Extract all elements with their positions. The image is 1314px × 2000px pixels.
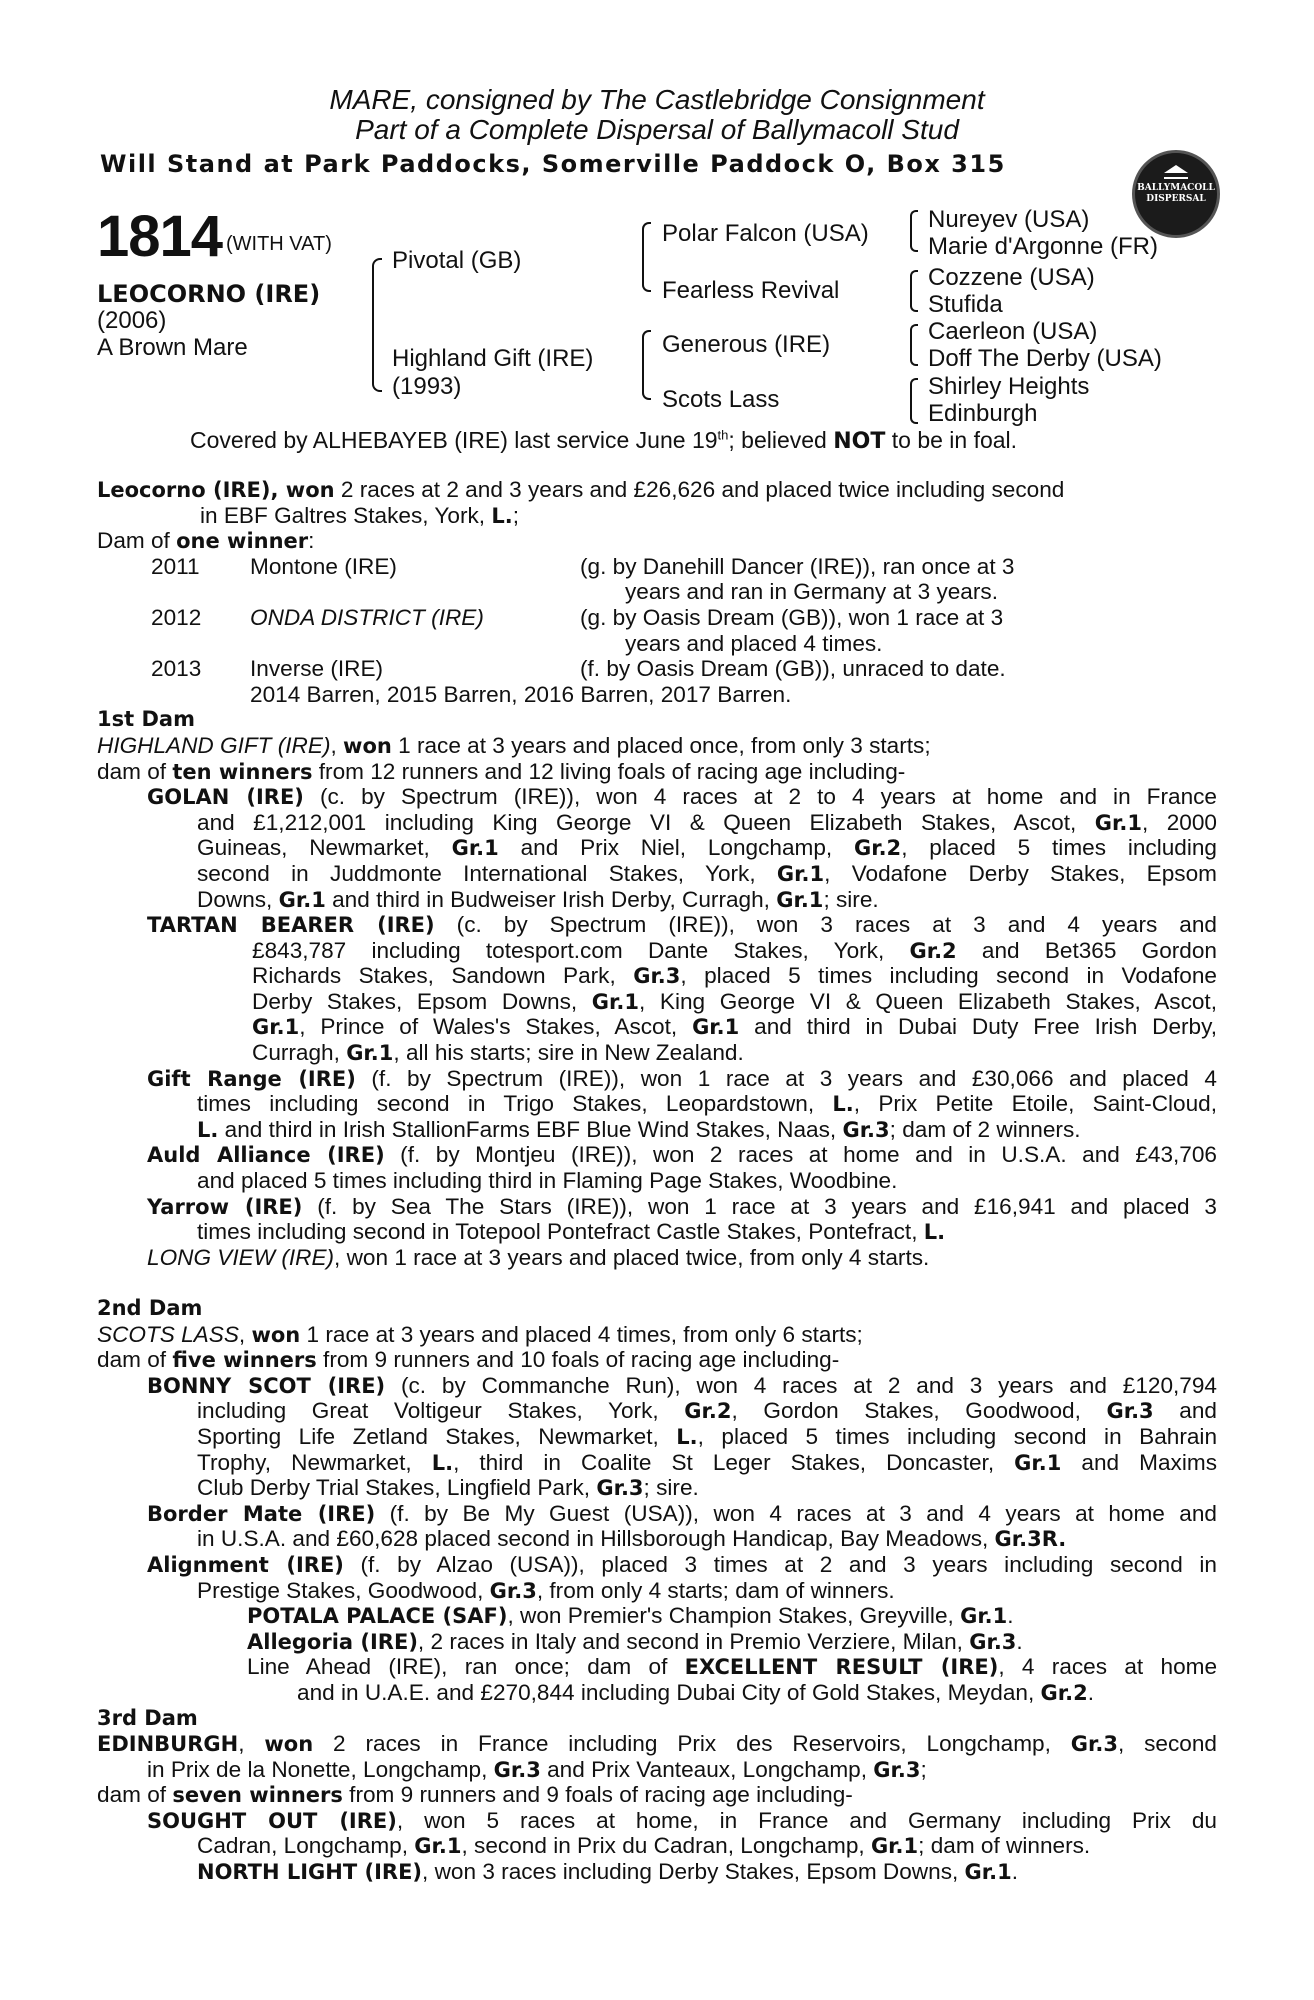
- progeny-tartan-cont: £843,787 including totesport.com Dante Stakes, York, Gr.2 and Bet365 Gordon: [252, 937, 1217, 963]
- dam-dam: Scots Lass: [662, 386, 780, 413]
- dam-year: (1993): [392, 373, 462, 400]
- barren-years: 2014 Barren, 2015 Barren, 2016 Barren, 2017 Barren.: [250, 681, 792, 707]
- progeny-gift-range-cont: times including second in Trigo Stakes, Leopardstown, L., Prix Petite Etoile, Saint-Cloud,: [197, 1091, 1217, 1117]
- brace-gg-2: [910, 270, 918, 312]
- brace-gg-1: [910, 210, 918, 252]
- progeny-golan-cont: second in Juddmonte International Stakes, York, Gr.1, Vodafone Derby Stakes, Epsom: [197, 860, 1217, 886]
- horse-description: A Brown Mare: [97, 334, 248, 361]
- progeny-auld-alliance: Auld Alliance (IRE) (f. by Montjeu (IRE)), won 2 races at home and in U.S.A. and £43,706: [147, 1142, 1217, 1168]
- sire-dam-dam: Stufida: [928, 291, 1003, 318]
- progeny-bonny-scot-cont: Trophy, Newmarket, L., third in Coalite St Leger Stakes, Doncaster, Gr.1 and Maxims: [197, 1449, 1217, 1475]
- progeny-tartan-cont: Curragh, Gr.1, all his starts; sire in New Zealand.: [252, 1040, 744, 1066]
- third-dam-heading: 3rd Dam: [97, 1705, 198, 1730]
- progeny-golan: GOLAN (IRE) (c. by Spectrum (IRE)), won 4 races at 2 to 4 years at home and in France: [147, 784, 1217, 810]
- grand-progeny-potala-palace: POTALA PALACE (SAF), won Premier's Champion Stakes, Greyville, Gr.1.: [247, 1603, 1014, 1629]
- progeny-yarrow-cont: times including second in Totepool Pontefract Castle Stakes, Pontefract, L.: [197, 1219, 946, 1245]
- produce-row: 2012 ONDA DISTRICT (IRE) (g. by Oasis Dream (GB)), won 1 race at 3: [151, 604, 1004, 630]
- progeny-sought-out: SOUGHT OUT (IRE), won 5 races at home, in France and Germany including Prix du: [147, 1807, 1217, 1833]
- produce-row: 2011 Montone (IRE) (g. by Danehill Dancer (IRE)), ran once at 3: [151, 553, 1015, 579]
- progeny-golan-cont: Downs, Gr.1 and third in Budweiser Irish Derby, Curragh, Gr.1; sire.: [197, 886, 879, 912]
- progeny-gift-range-cont: L. and third in Irish StallionFarms EBF Blue Wind Stakes, Naas, Gr.3; dam of 2 winners.: [197, 1116, 1081, 1142]
- progeny-golan-cont: Guineas, Newmarket, Gr.1 and Prix Niel, Longchamp, Gr.2, placed 5 times including: [197, 835, 1217, 861]
- dam-dam-sire: Shirley Heights: [928, 373, 1090, 400]
- sire-sire: Polar Falcon (USA): [662, 220, 869, 247]
- dam-sire-dam: Doff The Derby (USA): [928, 345, 1162, 372]
- progeny-tartan-cont: Richards Stakes, Sandown Park, Gr.3, placed 5 times including second in Vodafone: [252, 963, 1217, 989]
- brace-gg-4: [910, 378, 918, 424]
- logo-text-2: DISPERSAL: [1146, 194, 1206, 204]
- progeny-long-view: LONG VIEW (IRE), won 1 race at 3 years and placed twice, from only 4 starts.: [147, 1244, 930, 1270]
- progeny-golan-cont: and £1,212,001 including King George VI & Queen Elizabeth Stakes, Ascot, Gr.1, 2000: [197, 809, 1217, 835]
- foaling-year: (2006): [97, 307, 167, 334]
- progeny-bonny-scot-cont: Sporting Life Zetland Stakes, Newmarket, L., placed 5 times including second in Bahrain: [197, 1423, 1217, 1449]
- dam-of-line: Dam of one winner:: [97, 528, 315, 554]
- second-dam-heading: 2nd Dam: [97, 1296, 203, 1320]
- progeny-yarrow: Yarrow (IRE) (f. by Sea The Stars (IRE)), won 1 race at 3 years and £16,941 and placed 3: [147, 1193, 1217, 1219]
- progeny-bonny-scot-cont: Club Derby Trial Stakes, Lingfield Park, Gr.3; sire.: [197, 1475, 699, 1501]
- covering-note: Covered by ALHEBAYEB (IRE) last service June 19th; believed NOT to be in foal.: [190, 427, 1018, 454]
- brace-gg-3: [910, 324, 918, 366]
- brace-sire-parents: [642, 222, 651, 292]
- progeny-tartan-cont: Derby Stakes, Epsom Downs, Gr.1, King George VI & Queen Elizabeth Stakes, Ascot,: [252, 988, 1217, 1014]
- first-dam-line: dam of ten winners from 12 runners and 12 living foals of racing age including-: [97, 758, 906, 784]
- progeny-border-mate-cont: in U.S.A. and £60,628 placed second in Hillsborough Handicap, Bay Meadows, Gr.3R.: [197, 1526, 1067, 1552]
- second-dam-line: dam of five winners from 9 runners and 10 foals of racing age including-: [97, 1347, 840, 1373]
- horse-name: LEOCORNO (IRE): [97, 280, 321, 308]
- lot-number: 1814: [97, 204, 223, 269]
- dam: Highland Gift (IRE): [392, 345, 594, 372]
- progeny-bonny-scot-cont: including Great Voltigeur Stakes, York, Gr.2, Gordon Stakes, Goodwood, Gr.3 and: [197, 1398, 1217, 1424]
- grand-progeny-allegoria: Allegoria (IRE), 2 races in Italy and second in Premio Verziere, Milan, Gr.3.: [247, 1628, 1023, 1654]
- progeny-tartan-cont: Gr.1, Prince of Wales's Stakes, Ascot, Gr.1 and third in Dubai Duty Free Irish Derby,: [252, 1014, 1217, 1040]
- produce-row-cont: years and ran in Germany at 3 years.: [625, 579, 998, 605]
- sire-dam: Fearless Revival: [662, 277, 840, 304]
- progeny-gift-range: Gift Range (IRE) (f. by Spectrum (IRE)), won 1 race at 3 years and £30,066 and placed 4: [147, 1065, 1217, 1091]
- sire: Pivotal (GB): [392, 247, 522, 274]
- progeny-sought-out-cont: Cadran, Longchamp, Gr.1, second in Prix du Cadran, Longchamp, Gr.1; dam of winners.: [197, 1833, 1091, 1859]
- logo-text-1: BALLYMACOLL: [1137, 183, 1215, 193]
- progeny-alignment: Alignment (IRE) (f. by Alzao (USA)), placed 3 times at 2 and 3 years including second in: [147, 1551, 1217, 1577]
- progeny-auld-alliance-cont: and placed 5 times including third in Flaming Page Stakes, Woodbine.: [197, 1168, 898, 1194]
- progeny-tartan-bearer: TARTAN BEARER (IRE) (c. by Spectrum (IRE)), won 3 races at 3 and 4 years and: [147, 912, 1217, 938]
- dam-sire: Generous (IRE): [662, 331, 831, 358]
- consignor-line: MARE, consigned by The Castlebridge Consignment: [329, 84, 985, 115]
- sire-sire-sire: Nureyev (USA): [928, 206, 1090, 233]
- produce-row: 2013 Inverse (IRE) (f. by Oasis Dream (GB)), unraced to date.: [151, 656, 1006, 682]
- stud-house-icon: [1164, 165, 1188, 179]
- mare-record-line: in EBF Galtres Stakes, York, L.;: [200, 502, 519, 528]
- progeny-bonny-scot: BONNY SCOT (IRE) (c. by Commanche Run), won 4 races at 2 and 3 years and £120,794: [147, 1372, 1217, 1398]
- brace-sire-dam: [372, 258, 382, 392]
- dam-dam-dam: Edinburgh: [928, 400, 1038, 427]
- dispersal-line: Part of a Complete Dispersal of Ballymacoll Stud: [355, 114, 959, 145]
- third-dam-line: dam of seven winners from 9 runners and 9 foals of racing age including-: [97, 1782, 853, 1808]
- dam-sire-sire: Caerleon (USA): [928, 318, 1098, 345]
- second-dam-line: SCOTS LASS, won 1 race at 3 years and placed 4 times, from only 6 starts;: [97, 1321, 863, 1347]
- grand-progeny-line-ahead: Line Ahead (IRE), ran once; dam of EXCELLENT RESULT (IRE), 4 races at home: [247, 1654, 1217, 1680]
- third-dam-line: in Prix de la Nonette, Longchamp, Gr.3 and Prix Vanteaux, Longchamp, Gr.3;: [147, 1756, 927, 1782]
- third-dam-line: EDINBURGH, won 2 races in France including Prix des Reservoirs, Longchamp, Gr.3, second: [97, 1731, 1217, 1757]
- location-line: Will Stand at Park Paddocks, Somerville Paddock O, Box 315: [100, 150, 1006, 178]
- ballymacoll-logo: [1132, 150, 1220, 238]
- sire-dam-sire: Cozzene (USA): [928, 264, 1095, 291]
- grand-progeny-line-ahead-cont: and in U.A.E. and £270,844 including Dubai City of Gold Stakes, Meydan, Gr.2.: [297, 1679, 1095, 1705]
- progeny-north-light: NORTH LIGHT (IRE), won 3 races including Derby Stakes, Epsom Downs, Gr.1.: [197, 1859, 1019, 1885]
- mare-record-line: Leocorno (IRE), won 2 races at 2 and 3 years and £26,626 and placed twice including second: [97, 477, 1065, 502]
- progeny-border-mate: Border Mate (IRE) (f. by Be My Guest (USA)), won 4 races at 3 and 4 years at home and: [147, 1500, 1217, 1526]
- first-dam-heading: 1st Dam: [97, 707, 195, 732]
- sire-sire-dam: Marie d'Argonne (FR): [928, 233, 1158, 260]
- brace-dam-parents: [642, 330, 651, 400]
- first-dam-line: HIGHLAND GIFT (IRE), won 1 race at 3 years and placed once, from only 3 starts;: [97, 732, 931, 758]
- catalogue-body: [97, 477, 1217, 1885]
- progeny-alignment-cont: Prestige Stakes, Goodwood, Gr.3, from only 4 starts; dam of winners.: [197, 1577, 895, 1603]
- vat-note: (WITH VAT): [226, 233, 332, 255]
- produce-row-cont: years and placed 4 times.: [625, 630, 883, 656]
